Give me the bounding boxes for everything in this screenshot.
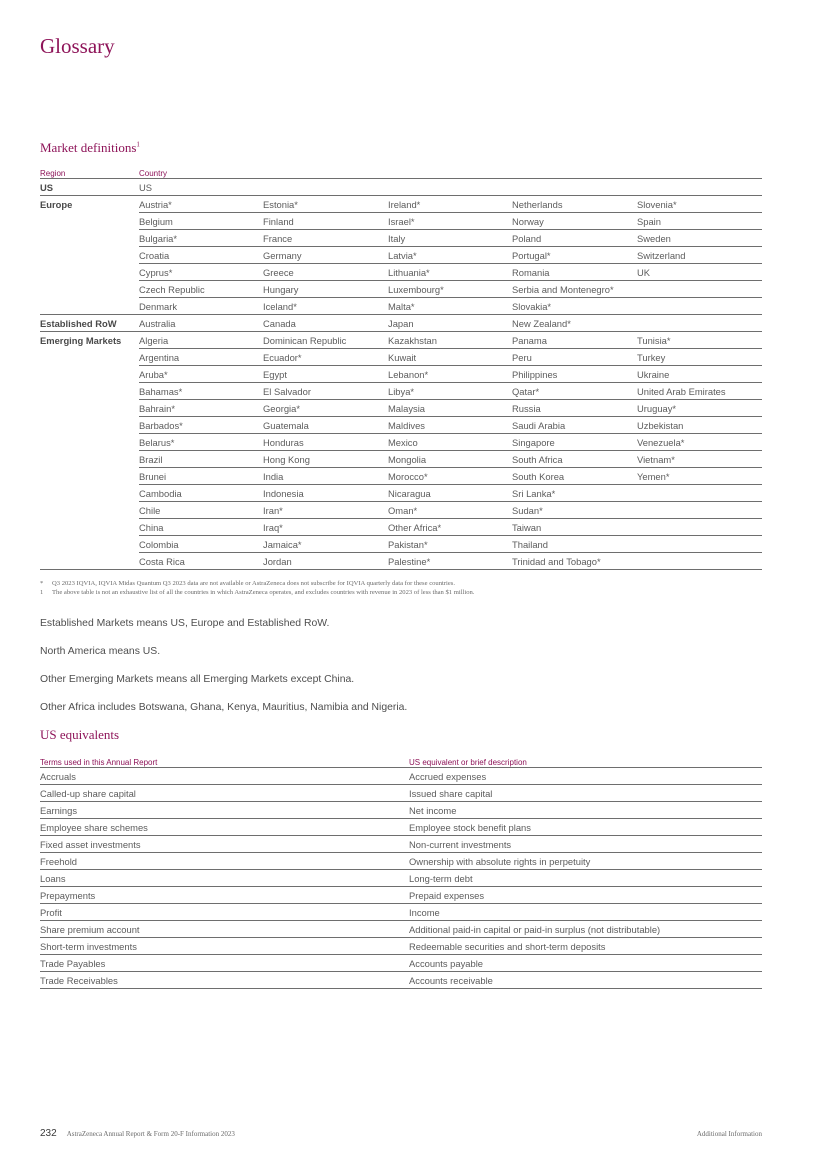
country-cell: Jamaica* [263,536,388,553]
country-cell: Uruguay* [637,400,762,417]
region-cell [40,434,139,451]
country-cell: Israel* [388,213,512,230]
market-table-row [40,485,762,502]
market-table-row [40,400,762,417]
country-cell: Maldives [388,417,512,434]
term-cell: Trade Receivables [40,972,409,989]
country-cell: Greece [263,264,388,281]
country-cell: Guatemala [263,417,388,434]
region-cell [40,213,139,230]
paragraph-established-markets: Established Markets means US, Europe and Established RoW. [40,618,330,629]
country-cell: Taiwan [512,519,637,536]
country-cell [637,536,762,553]
market-table-row [40,349,762,366]
region-cell [40,519,139,536]
us-equivalent-cell: Accrued expenses [409,768,762,785]
country-cell: Qatar* [512,383,637,400]
region-cell [40,264,139,281]
country-cell: Peru [512,349,637,366]
us-equivalent-cell: Additional paid-in capital or paid-in surplus (not distributable) [409,921,762,938]
term-cell: Profit [40,904,409,921]
country-cell: Iran* [263,502,388,519]
us-equivalents-title: US equivalents [40,727,120,742]
us-equivalents-row [40,972,762,989]
country-cell: Georgia* [263,400,388,417]
country-cell [637,179,762,196]
country-cell: Saudi Arabia [512,417,637,434]
country-cell: Dominican Republic [263,332,388,349]
country-cell: Ukraine [637,366,762,383]
country-cell: Trinidad and Tobago* [512,553,637,570]
country-cell: Kuwait [388,349,512,366]
country-cell: Libya* [388,383,512,400]
term-cell: Employee share schemes [40,819,409,836]
market-table-row [40,332,762,349]
country-cell: Indonesia [263,485,388,502]
us-equivalent-cell: Accounts payable [409,955,762,972]
us-equivalent-cell: Accounts receivable [409,972,762,989]
region-cell: US [40,179,139,196]
country-cell: Portugal* [512,247,637,264]
market-table-row [40,383,762,400]
country-cell: Cambodia [139,485,263,502]
region-cell [40,468,139,485]
region-cell: Europe [40,198,73,210]
region-cell [40,298,139,315]
country-cell: Sweden [637,230,762,247]
country-cell: Austria* [139,196,263,213]
country-cell: Spain [637,213,762,230]
country-cell: Vietnam* [637,451,762,468]
country-cell: Netherlands [512,196,637,213]
region-cell [40,451,139,468]
market-table-row [40,553,762,570]
country-cell: Oman* [388,502,512,519]
country-cell: United Arab Emirates [637,383,762,400]
country-cell: Aruba* [139,366,263,383]
region-cell [40,366,139,383]
country-cell: Ecuador* [263,349,388,366]
country-cell: Turkey [637,349,762,366]
region-column-header: Region [40,166,139,179]
country-cell: Pakistan* [388,536,512,553]
region-cell [40,553,139,570]
us-equivalent-cell: Employee stock benefit plans [409,819,762,836]
market-table-row [40,502,762,519]
us-equivalents-row [40,870,762,887]
us-equivalents-row [40,768,762,785]
market-table-row [40,281,762,298]
country-cell: Slovakia* [512,298,637,315]
country-cell [637,315,762,332]
us-equivalents-row [40,955,762,972]
country-cell [637,502,762,519]
country-cell: Belarus* [139,434,263,451]
country-cell: Denmark [139,298,263,315]
us-equivalents-table [40,755,762,989]
country-cell: Czech Republic [139,281,263,298]
footnote-text: The above table is not an exhaustive list of all the countries in which AstraZeneca operates, and excludes countries with revenue in 2023 of less than $1 million. [52,589,475,596]
term-cell: Fixed asset investments [40,836,409,853]
country-cell: Belgium [139,213,263,230]
term-cell: Accruals [40,768,409,785]
us-equivalents-row [40,853,762,870]
country-cell: Canada [263,315,388,332]
country-cell: Luxembourg* [388,281,512,298]
us-equivalents-row [40,836,762,853]
us-equivalent-cell: Prepaid expenses [409,887,762,904]
country-cell [637,553,762,570]
country-cell: Barbados* [139,417,263,434]
us-equivalents-row [40,802,762,819]
term-cell: Prepayments [40,887,409,904]
term-cell: Called-up share capital [40,785,409,802]
market-table-row [40,213,762,230]
term-cell: Short-term investments [40,938,409,955]
country-cell: Mongolia [388,451,512,468]
term-cell: Share premium account [40,921,409,938]
region-cell: Established RoW [40,315,139,332]
market-table-row [40,264,762,281]
term-cell: Loans [40,870,409,887]
country-cell: Nicaragua [388,485,512,502]
publication-title: AstraZeneca Annual Report & Form 20-F Information 2023 [66,1130,235,1138]
footnote-marker: * [40,580,44,587]
country-cell: Estonia* [263,196,388,213]
country-cell: Venezuela* [637,434,762,451]
region-cell [40,485,139,502]
country-cell: Iceland* [263,298,388,315]
market-table-header-row [40,166,762,179]
paragraph-other-emerging-markets: Other Emerging Markets means all Emerging Markets except China. [40,674,355,685]
footnote-text: Q3 2023 IQVIA, IQVIA Midas Quantum Q3 2023 data are not available or AstraZeneca does not subscribe for IQVIA quarterly data for these countries. [52,580,456,587]
country-cell: Switzerland [637,247,762,264]
country-cell: Australia [139,315,263,332]
country-cell: Thailand [512,536,637,553]
country-cell: Romania [512,264,637,281]
country-cell: Russia [512,400,637,417]
country-cell: Bulgaria* [139,230,263,247]
country-cell: Yemen* [637,468,762,485]
footnote-marker: 1 [40,589,44,596]
market-table-row [40,230,762,247]
region-cell [40,349,139,366]
country-cell: Ireland* [388,196,512,213]
country-cell: South Africa [512,451,637,468]
us-equivalent-cell: Income [409,904,762,921]
country-cell [512,179,637,196]
country-cell: Norway [512,213,637,230]
country-cell: Cyprus* [139,264,263,281]
country-cell: Poland [512,230,637,247]
country-cell [637,298,762,315]
us-equivalents-row [40,938,762,955]
region-cell [40,230,139,247]
region-cell [40,400,139,417]
market-table-row [40,366,762,383]
us-equivalent-cell: Non-current investments [409,836,762,853]
country-cell: Brunei [139,468,263,485]
country-cell: Brazil [139,451,263,468]
country-cell: Egypt [263,366,388,383]
country-cell: France [263,230,388,247]
country-cell: Croatia [139,247,263,264]
us-equivalents-row [40,819,762,836]
country-cell: Lebanon* [388,366,512,383]
country-cell: New Zealand* [512,315,637,332]
us-equivalent-cell: Ownership with absolute rights in perpetuity [409,853,762,870]
terms-column-header: Terms used in this Annual Report [40,755,409,768]
market-table-row [40,519,762,536]
region-cell [40,383,139,400]
us-table-header-row [40,755,762,768]
us-equivalents-row [40,887,762,904]
country-cell: Sri Lanka* [512,485,637,502]
country-cell: UK [637,264,762,281]
country-cell: Argentina [139,349,263,366]
market-definitions-table [40,166,762,570]
market-table-row [40,451,762,468]
market-table-row [40,417,762,434]
term-cell: Freehold [40,853,409,870]
market-table-row [40,536,762,553]
market-footnotes [40,579,762,597]
country-cell: Serbia and Montenegro* [512,281,637,298]
country-cell: Morocco* [388,468,512,485]
region-cell [40,536,139,553]
country-cell [637,281,762,298]
country-cell: Colombia [139,536,263,553]
term-cell: Earnings [40,802,409,819]
country-cell: Iraq* [263,519,388,536]
country-cell: El Salvador [263,383,388,400]
country-cell [388,179,512,196]
region-cell [40,502,139,519]
country-cell: India [263,468,388,485]
country-cell: Philippines [512,366,637,383]
section-name: Additional Information [696,1130,762,1138]
region-cell [40,417,139,434]
market-table-row [40,315,762,332]
country-cell: Malta* [388,298,512,315]
footnote [40,588,762,597]
country-cell: Malaysia [388,400,512,417]
market-definitions-title-text: Market definitions [40,140,137,155]
market-definitions-title [40,140,140,156]
market-table-row [40,247,762,264]
country-cell: Italy [388,230,512,247]
country-cell: Uzbekistan [637,417,762,434]
market-table-row [40,434,762,451]
country-cell: Mexico [388,434,512,451]
us-equivalent-cell: Net income [409,802,762,819]
country-cell: Other Africa* [388,519,512,536]
country-cell: Sudan* [512,502,637,519]
region-cell [40,247,139,264]
market-table-row [40,468,762,485]
us-equivalent-column-header: US equivalent or brief description [409,755,762,768]
us-equivalents-row [40,785,762,802]
market-table-row [40,196,762,213]
country-cell: Singapore [512,434,637,451]
paragraph-north-america: North America means US. [40,646,161,657]
country-cell: Germany [263,247,388,264]
us-equivalent-cell: Redeemable securities and short-term deposits [409,938,762,955]
paragraph-other-africa: Other Africa includes Botswana, Ghana, Kenya, Mauritius, Namibia and Nigeria. [40,702,408,713]
region-cell: Emerging Markets [40,334,122,346]
country-cell: Jordan [263,553,388,570]
country-cell: Bahrain* [139,400,263,417]
market-table-row [40,298,762,315]
us-equivalents-row [40,921,762,938]
country-cell: Palestine* [388,553,512,570]
country-cell [637,519,762,536]
country-column-header: Country [139,166,762,179]
page-number: 232 [40,1128,57,1139]
country-cell: Slovenia* [637,196,762,213]
country-cell: Latvia* [388,247,512,264]
us-equivalent-cell: Issued share capital [409,785,762,802]
country-cell: Panama [512,332,637,349]
market-definitions-footnote-ref: 1 [136,140,140,149]
page-title: Glossary [40,34,115,58]
country-cell: Honduras [263,434,388,451]
us-equivalent-cell: Long-term debt [409,870,762,887]
page-footer [40,1128,762,1139]
country-cell: Hong Kong [263,451,388,468]
market-table-row [40,179,762,196]
country-cell: Kazakhstan [388,332,512,349]
country-cell: Finland [263,213,388,230]
region-cell [40,281,139,298]
us-equivalents-row [40,904,762,921]
footnote [40,579,762,588]
country-cell: Chile [139,502,263,519]
country-cell: Costa Rica [139,553,263,570]
country-cell: Algeria [139,332,263,349]
country-cell: South Korea [512,468,637,485]
term-cell: Trade Payables [40,955,409,972]
country-cell [637,485,762,502]
country-cell: Tunisia* [637,332,762,349]
country-cell: Japan [388,315,512,332]
country-cell: Hungary [263,281,388,298]
country-cell: US [139,179,263,196]
country-cell: Lithuania* [388,264,512,281]
country-cell [263,179,388,196]
country-cell: Bahamas* [139,383,263,400]
country-cell: China [139,519,263,536]
